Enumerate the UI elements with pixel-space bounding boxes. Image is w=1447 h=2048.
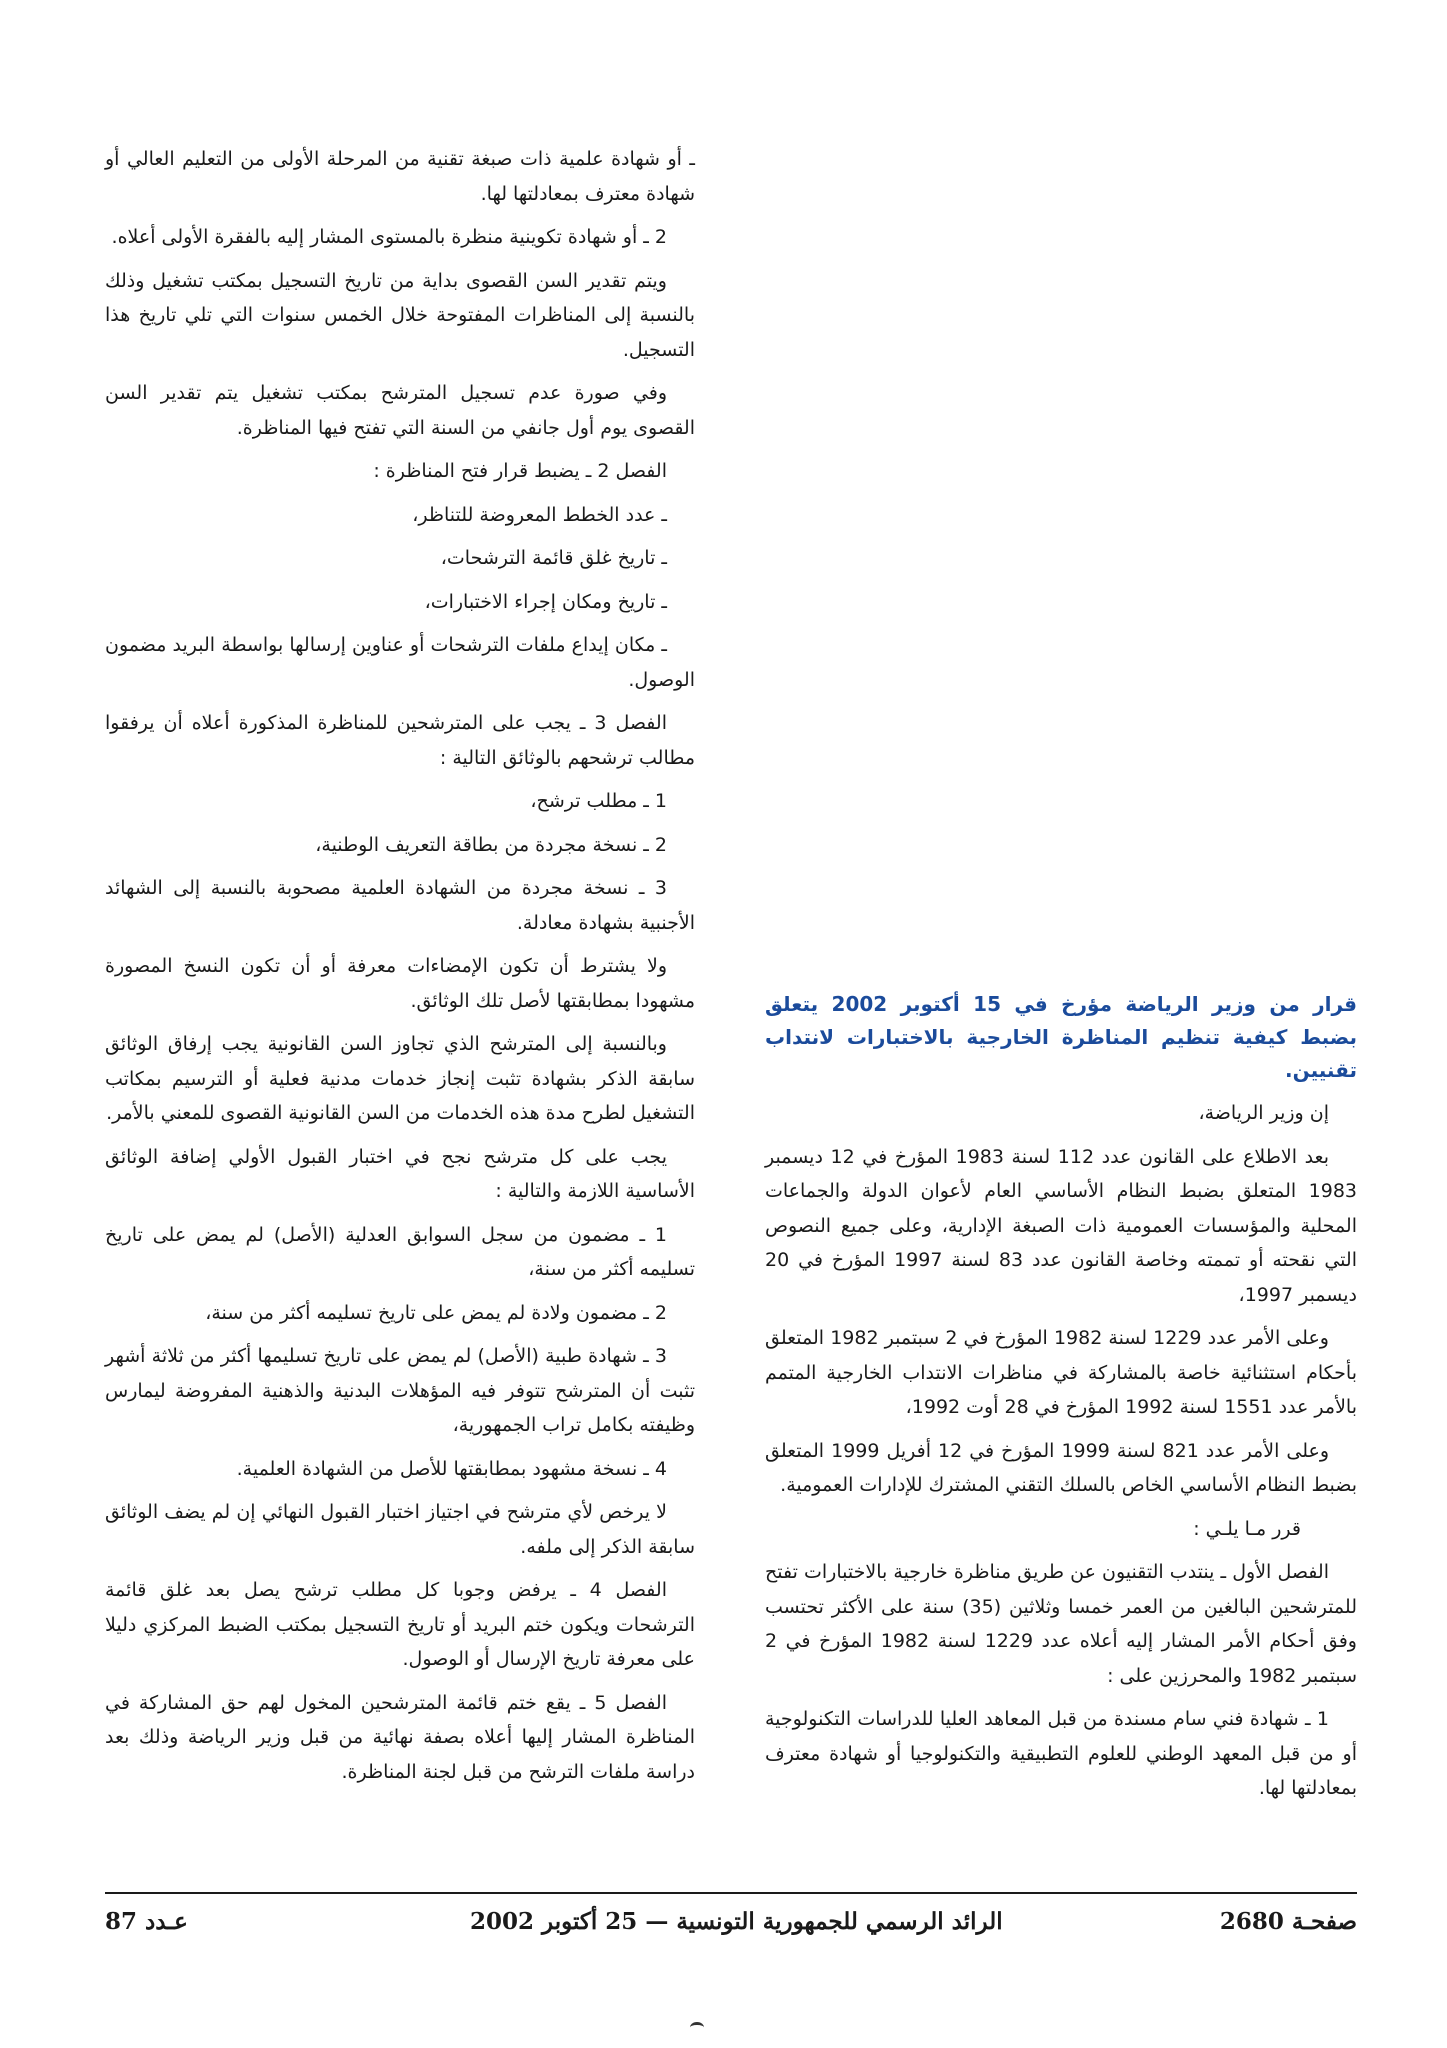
list-item: 1 ـ شهادة فني سام مسندة من قبل المعاهد العليا للدراسات التكنولوجية أو من قبل المعهد الوطني للعلوم التطبيقية والتكنولوجيا أو شهادة معترف بمعادلتها لها. [765,1708,1357,1799]
paragraph: ويتم تقدير السن القصوى بداية من تاريخ التسجيل بمكتب تشغيل وذلك بالنسبة إلى المناظرات المفتوحة خلال الخمس سنوات التي تلي تاريخ هذا التسجيل. [105,269,695,361]
scan-mark [690,2022,704,2033]
list-item: ـ عدد الخطط المعروضة للتناظر، [412,503,667,526]
list-item: ـ تاريخ غلق قائمة الترشحات، [440,547,667,569]
article-paragraph: الفصل 5 ـ يقع ختم قائمة المترشحين المخول لهم حق المشاركة في المناظرة المشار إليها أعلاه بصفة نهائية من قبل وزير الرياضة وذلك بعد دراسة ملفات الترشح من قبل لجنة المناظرة. [105,1691,695,1783]
list-item: 2 ـ مضمون ولادة لم يمض على تاريخ تسليمه أكثر من سنة، [205,1301,667,1324]
article-heading: الفصل 2 ـ يضبط قرار فتح المناظرة : [373,460,667,482]
article-paragraph: الفصل 4 ـ يرفض وجوبا كل مطلب ترشح يصل بعد غلق قائمة الترشحات ويكون ختم البريد أو تاريخ التسجيل بمكتب الضبط المركزي دليلا على معرفة تاريخ الإرسال أو الوصول. [105,1579,695,1670]
list-item: 3 ـ شهادة طبية (الأصل) لم يمض على تاريخ تسليمها أكثر من ثلاثة أشهر تثبت أن المترشح تتوفر فيه المؤهلات البدنية والذهنية المفروضة ليمارس وظيفته بكامل تراب الجمهورية، [105,1345,695,1436]
paragraph: 2 ـ أو شهادة تكوينية منظرة بالمستوى المشار إليه بالفقرة الأولى أعلاه. [111,226,667,248]
decree-title: قرار من وزير الرياضة مؤرخ في 15 أكتوبر 2002 يتعلق بضبط كيفية تنظيم المناظرة الخارجية بالاختبارات لانتداب تقنيين. [765,992,1357,1082]
article-paragraph: الفصل 3 ـ يجب على المترشحين للمناظرة المذكورة أعلاه أن يرفقوا مطالب ترشحهم بالوثائق التالية : [105,712,695,769]
paragraph: يجب على كل مترشح نجح في اختبار القبول الأولي إضافة الوثائق الأساسية اللازمة والتالية : [105,1145,695,1202]
paragraph: ـ أو شهادة علمية ذات صبغة تقنية من المرحلة الأولى من التعليم العالي أو شهادة معترف بمعادلتها لها. [105,148,695,205]
list-item: 3 ـ نسخة مجردة من الشهادة العلمية مصحوبة بالنسبة إلى الشهائد الأجنبية بشهادة معادلة. [105,877,695,934]
paragraph: ولا يشترط أن تكون الإمضاءات معرفة أو أن تكون النسخ المصورة مشهودا بمطابقتها لأصل تلك الوثائق. [105,955,695,1012]
footer-divider [105,1892,1357,1894]
journal-title: الرائد الرسمي للجمهورية التونسية — 25 أكتوبر 2002 [470,1908,1003,1935]
paragraph: لا يرخص لأي مترشح في اجتياز اختبار القبول النهائي إن لم يضف الوثائق سابقة الذكر إلى ملفه. [105,1501,695,1558]
paragraph: وفي صورة عدم تسجيل المترشح بمكتب تشغيل يتم تقدير السن القصوى يوم أول جانفي من السنة التي تفتح فيها المناظرة. [105,382,695,439]
page-number: صفحـة 2680 [1219,1908,1357,1935]
paragraph: وعلى الأمر عدد 1229 لسنة 1982 المؤرخ في 2 سبتمبر 1982 المتعلق بأحكام استثنائية خاصة بالمشاركة في مناظرات الانتداب الخارجية المتمم بالأمر عدد 1551 لسنة 1992 المؤرخ في 28 أوت 1992، [765,1327,1357,1418]
paragraph: وعلى الأمر عدد 821 لسنة 1999 المؤرخ في 12 أفريل 1999 المتعلق بضبط النظام الأساسي الخاص بالسلك التقني المشترك للإدارات العمومية. [765,1439,1357,1496]
paragraph: إن وزير الرياضة، [1198,1102,1329,1124]
list-item: 2 ـ نسخة مجردة من بطاقة التعريف الوطنية، [315,833,667,856]
list-item: 1 ـ مضمون من سجل السوابق العدلية (الأصل) لم يمض على تاريخ تسليمه أكثر من سنة، [105,1223,695,1280]
list-item: 4 ـ نسخة مشهود بمطابقتها للأصل من الشهادة العلمية. [236,1457,667,1480]
left-column [105,142,695,1798]
list-item: 1 ـ مطلب ترشح، [530,790,667,812]
issue-number: عـدد 87 [105,1908,188,1935]
paragraph: وبالنسبة إلى المترشح الذي تجاوز السن القانونية يجب إرفاق الوثائق سابقة الذكر بشهادة تثبت إنجاز خدمات مدنية فعلية أو الترسيم بمكاتب التشغيل لطرح مدة هذه الخدمات من السن القانونية القصوى للمعني بالأمر. [105,1033,695,1124]
list-item: ـ مكان إيداع ملفات الترشحات أو عناوين إرسالها بواسطة البريد مضمون الوصول. [105,634,695,691]
article-paragraph: الفصل الأول ـ ينتدب التقنيون عن طريق مناظرة خارجية بالاختبارات تفتح للمترشحين البالغين من العمر خمسا وثلاثين (35) سنة على الأكثر تحتسب وفق أحكام الأمر المشار إليه أعلاه عدد 1229 لسنة 1982 المؤرخ في 2 سبتمبر 1982 والمحرزين على : [765,1561,1357,1687]
right-column [765,988,1357,1815]
list-item: ـ تاريخ ومكان إجراء الاختبارات، [424,590,667,613]
paragraph: بعد الاطلاع على القانون عدد 112 لسنة 1983 المؤرخ في 12 ديسمبر 1983 المتعلق بضبط النظام الأساسي العام لأعوان الدولة والجماعات المحلية والمؤسسات العمومية ذات الصبغة الإدارية، وعلى جميع النصوص التي نقحته أو تممته وخاصة القانون عدد 83 لسنة 1997 المؤرخ في 20 ديسمبر 1997، [765,1145,1357,1306]
decision-heading: قرر مـا يلـي : [1193,1517,1301,1540]
